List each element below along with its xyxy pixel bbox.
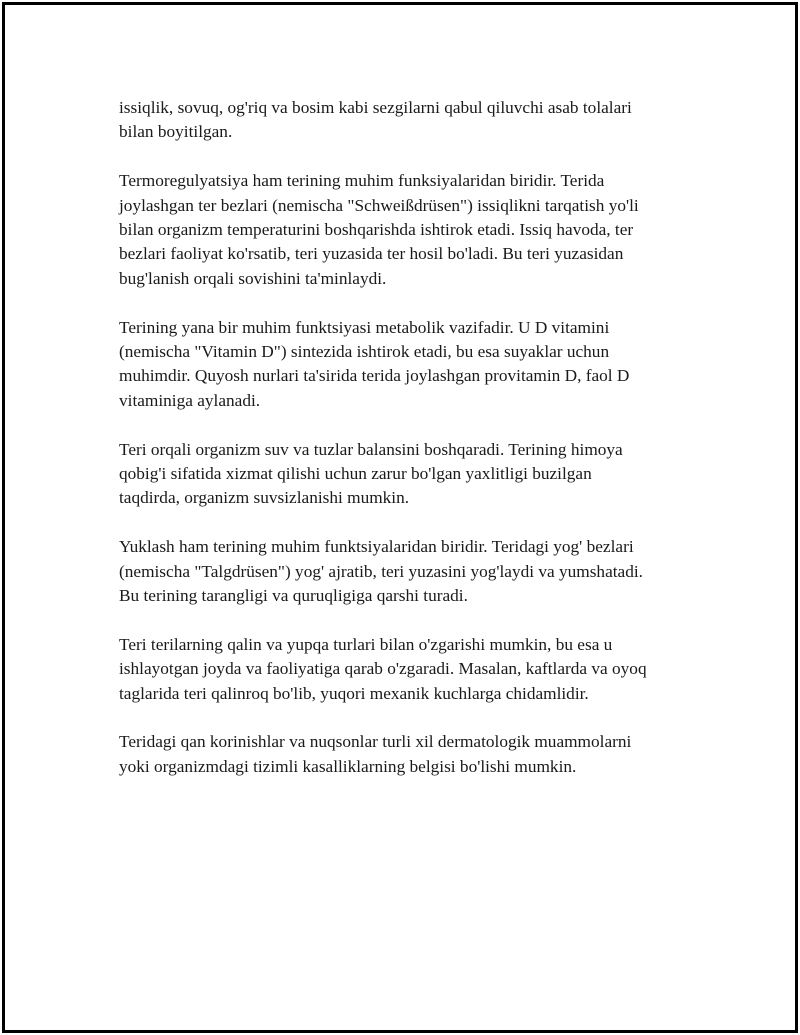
document-body — [119, 96, 699, 804]
paragraph: issiqlik, sovuq, og'riq va bosim kabi sezgilarni qabul qiluvchi asab tolalari bilan boyitilgan. — [119, 98, 632, 142]
paragraph: Yuklash ham terining muhim funktsiyalaridan biridir. Teridagi yog' bezlari (nemischa "Talgdrüsen") yog' ajratib, teri yuzasini yog'laydi va yumshatadi. Bu terining tarangligi va quruqligiga qarshi turadi. — [119, 537, 643, 606]
paragraph: Termoregulyatsiya ham terining muhim funksiyalaridan biridir. Terida joylashgan ter bezlari (nemischa "Schweißdrüsen") issiqlikni tarqatish yo'li bilan organizm temperaturini boshqarishda ishtirok etadi. Issiq havoda, ter bezlari faoliyat ko'rsatib, teri yuzasida ter hosil bo'ladi. Bu teri yuzasidan bug'lanish orqali sovishini ta'minlaydi. — [119, 171, 639, 288]
paragraph: Teridagi qan korinishlar va nuqsonlar turli xil dermatologik muammolarni yoki organizmdagi tizimli kasalliklarning belgisi bo'lishi mumkin. — [119, 732, 632, 776]
paragraph: Teri terilarning qalin va yupqa turlari bilan o'zgarishi mumkin, bu esa u ishlayotgan joyda va faoliyatiga qarab o'zgaradi. Masalan, kaftlarda va oyoq taglarida teri qalinroq bo'lib, yuqori mexanik kuchlarga chidamlidir. — [119, 634, 647, 703]
paragraph: Teri orqali organizm suv va tuzlar balansini boshqaradi. Terining himoya qobig'i sifatida xizmat qilishi uchun zarur bo'lgan yaxlitligi buzilgan taqdirda, organizm suvsizlanishi mumkin. — [119, 439, 623, 508]
page-frame — [2, 2, 798, 1033]
paragraph: Terining yana bir muhim funktsiyasi metabolik vazifadir. U D vitamini (nemischa "Vitamin D") sintezida ishtirok etadi, bu esa suyaklar uchun muhimdir. Quyosh nurlari ta'sirida terida joylashgan provitamin D, faol D vitaminiga aylanadi. — [119, 317, 630, 410]
